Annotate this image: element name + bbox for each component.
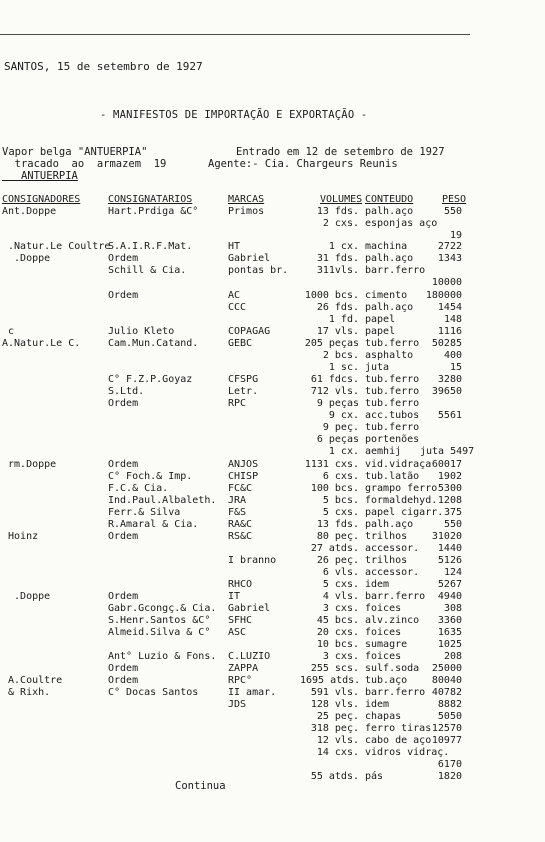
- row-volumes: 128 vls.: [310, 699, 359, 710]
- manifest-row: [0, 591, 545, 603]
- row-conteudo: foices: [365, 603, 402, 614]
- row-consignador: rm.Doppe: [2, 459, 57, 470]
- row-volumes: 2 bcs.: [322, 350, 359, 361]
- row-volumes: 25 peç.: [316, 711, 359, 722]
- manifest-row: [0, 290, 545, 302]
- row-conteudo: machina: [365, 241, 408, 252]
- manifest-row: [0, 735, 545, 747]
- manifest-row: [0, 218, 545, 230]
- row-peso: 10000: [431, 277, 462, 288]
- manifest-row: [0, 507, 545, 519]
- manifest-row: [0, 711, 545, 723]
- row-peso: 39650: [431, 386, 462, 397]
- row-peso: 375: [443, 507, 462, 518]
- row-peso: 19: [449, 230, 462, 241]
- row-marcas: RHCO: [228, 579, 253, 590]
- row-volumes: 4 vls.: [322, 591, 359, 602]
- manifest-row: [0, 459, 545, 471]
- row-peso: 60017: [431, 459, 462, 470]
- manifest-row: [0, 747, 545, 759]
- row-conteudo: grampo ferro: [365, 483, 438, 494]
- manifest-row: [0, 434, 545, 446]
- row-conteudo: palh.aço: [365, 206, 414, 217]
- row-volumes: 318 peç.: [310, 723, 359, 734]
- row-volumes: 591 vls.: [310, 687, 359, 698]
- row-peso: 5126: [437, 555, 462, 566]
- row-volumes: 5 cxs.: [322, 507, 359, 518]
- row-volumes: 6 vls.: [322, 567, 359, 578]
- row-conteudo: cabo de aço: [365, 735, 432, 746]
- row-volumes: 255 scs.: [310, 663, 359, 674]
- row-conteudo: accessor.: [365, 567, 420, 578]
- row-peso: 1440: [437, 543, 462, 554]
- row-peso: 550: [443, 206, 462, 217]
- row-conteudo: papel: [365, 314, 396, 325]
- manifest-row: [0, 374, 545, 386]
- row-conteudo: asphalto: [365, 350, 414, 361]
- row-marcas: HT: [228, 241, 241, 252]
- row-peso: juta 5497: [420, 446, 475, 457]
- row-conteudo: tub.ferro: [365, 386, 420, 397]
- row-peso: 208: [443, 651, 462, 662]
- row-marcas: ASC: [228, 627, 247, 638]
- row-volumes: 45 bcs.: [316, 615, 359, 626]
- row-marcas: GEBC: [228, 338, 253, 349]
- row-consignador: .Natur.Le Coultre: [2, 241, 111, 252]
- row-marcas: CHISP: [228, 471, 259, 482]
- row-peso: 25000: [431, 663, 462, 674]
- row-peso: 5050: [437, 711, 462, 722]
- col-consignatarios: CONSIGNATARIOS: [108, 194, 193, 205]
- row-consignatario: Ordem: [108, 531, 139, 542]
- manifest-row: [0, 663, 545, 675]
- row-consignatario: C° F.Z.P.Goyaz: [108, 374, 193, 385]
- row-peso: 6170: [437, 759, 462, 770]
- row-volumes: 31 fds.: [316, 253, 359, 264]
- row-peso: 10977: [431, 735, 462, 746]
- row-volumes: 2 cxs.: [322, 218, 359, 229]
- row-marcas: SFHC: [228, 615, 253, 626]
- row-consignatario: Ordem: [108, 253, 139, 264]
- row-consignador: .Doppe: [2, 253, 51, 264]
- row-conteudo: aemhij: [365, 446, 402, 457]
- row-conteudo: palh.aço: [365, 253, 414, 264]
- manifest-row: [0, 519, 545, 531]
- row-conteudo: acc.tubos: [365, 410, 420, 421]
- manifest-row: [0, 759, 545, 771]
- manifest-row: [0, 687, 545, 699]
- col-volumes: VOLUMES: [320, 194, 363, 205]
- row-consignatario: Ferr.& Silva: [108, 507, 181, 518]
- row-conteudo: foices: [365, 651, 402, 662]
- manifest-row: [0, 579, 545, 591]
- row-peso: 1454: [437, 302, 462, 313]
- manifest-row: [0, 699, 545, 711]
- row-consignatario: Ordem: [108, 591, 139, 602]
- manifest-row: [0, 627, 545, 639]
- manifest-row: [0, 531, 545, 543]
- row-consignatario: Julio Kleto: [108, 326, 175, 337]
- manifest-row: [0, 362, 545, 374]
- row-volumes: 13 fds.: [316, 519, 359, 530]
- row-volumes: 1131 cxs.: [304, 459, 359, 470]
- manifest-row: [0, 483, 545, 495]
- row-marcas: COPAGAG: [228, 326, 271, 337]
- col-marcas: MARCAS: [228, 194, 265, 205]
- row-peso: 50285: [431, 338, 462, 349]
- row-volumes: 5 bcs.: [322, 495, 359, 506]
- row-consignador: A.Coultre: [2, 675, 63, 686]
- row-volumes: 9 peç.: [322, 422, 359, 433]
- row-volumes: 20 cxs.: [316, 627, 359, 638]
- row-peso: 5300: [437, 483, 462, 494]
- row-peso: 1208: [437, 495, 462, 506]
- row-peso: 15: [449, 362, 462, 373]
- row-consignatario: C° Docas Santos: [108, 687, 199, 698]
- warehouse-line: tracado ao armazem 19: [2, 158, 167, 170]
- col-conteudo: CONTEUDO: [365, 194, 414, 205]
- row-conteudo: foices: [365, 627, 402, 638]
- row-volumes: 26 fds.: [316, 302, 359, 313]
- row-peso: 2722: [437, 241, 462, 252]
- manifest-row: [0, 615, 545, 627]
- row-marcas: C.LUZIO: [228, 651, 271, 662]
- row-peso: 3360: [437, 615, 462, 626]
- row-peso: 148: [443, 314, 462, 325]
- row-volumes: 100 bcs.: [310, 483, 359, 494]
- row-volumes: 13 fds.: [316, 206, 359, 217]
- row-marcas: Gabriel: [228, 603, 271, 614]
- col-peso: PESO: [442, 194, 467, 205]
- row-marcas: RPC: [228, 398, 247, 409]
- row-marcas: RS&C: [228, 531, 253, 542]
- row-consignatario: Ordem: [108, 459, 139, 470]
- row-conteudo: palh.aço: [365, 302, 414, 313]
- row-marcas: RPC°: [228, 675, 253, 686]
- row-marcas: ZAPPA: [228, 663, 259, 674]
- row-peso: 40782: [431, 687, 462, 698]
- row-peso: 1902: [437, 471, 462, 482]
- row-conteudo: alv.zinco: [365, 615, 420, 626]
- row-conteudo: vid.vidraça: [365, 459, 432, 470]
- column-headers: [0, 194, 545, 206]
- entry-line: Entrado em 12 de setembro de 1927: [236, 146, 445, 158]
- row-consignatario: S.Ltd.: [108, 386, 145, 397]
- row-marcas: F&S: [228, 507, 247, 518]
- row-volumes: 205 peças: [304, 338, 359, 349]
- manifest-row: [0, 543, 545, 555]
- row-conteudo: idem: [365, 699, 390, 710]
- row-conteudo: sulf.soda: [365, 663, 420, 674]
- manifest-row: [0, 386, 545, 398]
- manifest-row: [0, 422, 545, 434]
- row-consignatario: C° Foch.& Imp.: [108, 471, 193, 482]
- manifest-row: [0, 206, 545, 218]
- row-conteudo: sumagre: [365, 639, 408, 650]
- row-conteudo: chapas: [365, 711, 402, 722]
- row-volumes: 1695 atds.: [300, 675, 361, 686]
- row-volumes: 3 cxs.: [322, 603, 359, 614]
- manifest-row: [0, 265, 545, 277]
- row-consignatario: Ordem: [108, 675, 139, 686]
- row-volumes: 1000 bcs.: [304, 290, 359, 301]
- row-marcas: II amar.: [228, 687, 277, 698]
- manifest-row: [0, 639, 545, 651]
- row-marcas: ANJOS: [228, 459, 259, 470]
- row-conteudo: tub.aço: [365, 675, 408, 686]
- row-consignatario: S.Henr.Santos &C°: [108, 615, 211, 626]
- row-marcas: JRA: [228, 495, 247, 506]
- row-peso: 1116: [437, 326, 462, 337]
- row-marcas: Gabriel: [228, 253, 271, 264]
- origin-line: ANTUERPIA: [2, 170, 78, 182]
- row-conteudo: barr.ferro: [365, 265, 426, 276]
- manifest-row: [0, 675, 545, 687]
- row-consignatario: F.C.& Cia.: [108, 483, 169, 494]
- row-peso: 80040: [431, 675, 462, 686]
- manifest-row: [0, 398, 545, 410]
- row-consignatario: Ordem: [108, 663, 139, 674]
- row-consignatario: Hart.Prdiga &C°: [108, 206, 199, 217]
- row-consignador: & Rixh.: [2, 687, 51, 698]
- row-conteudo: papel cigarr.: [365, 507, 444, 518]
- row-marcas: Primos: [228, 206, 265, 217]
- manifest-row: [0, 495, 545, 507]
- manifest-row: [0, 314, 545, 326]
- row-peso: 124: [443, 567, 462, 578]
- row-conteudo: pás: [365, 771, 384, 782]
- row-conteudo: cimento: [365, 290, 408, 301]
- row-volumes: 55 atds.: [310, 771, 359, 782]
- row-consignatario: S.A.I.R.F.Mat.: [108, 241, 193, 252]
- agent-line: Agente:- Cia. Chargeurs Reunis: [208, 158, 398, 170]
- row-volumes: 17 vls.: [316, 326, 359, 337]
- row-peso: 3280: [437, 374, 462, 385]
- row-consignador: c: [2, 326, 15, 337]
- row-volumes: 1 fd.: [328, 314, 359, 325]
- row-conteudo: tub.ferro: [365, 338, 420, 349]
- row-conteudo: tub.ferro: [365, 398, 420, 409]
- row-volumes: 9 peças: [316, 398, 359, 409]
- row-volumes: 80 peç.: [316, 531, 359, 542]
- row-conteudo: ferro tiras: [365, 723, 432, 734]
- row-conteudo: idem: [365, 579, 390, 590]
- row-consignador: A.Natur.Le C.: [2, 338, 81, 349]
- row-marcas: I branno: [228, 555, 277, 566]
- row-marcas: CFSPG: [228, 374, 259, 385]
- row-peso: 31020: [431, 531, 462, 542]
- row-conteudo: vidros vidraç.: [365, 747, 450, 758]
- row-consignatario: Gabr.Gcongç.& Cia.: [108, 603, 217, 614]
- row-conteudo: trilhos: [365, 531, 408, 542]
- row-peso: 8882: [437, 699, 462, 710]
- row-volumes: 12 vls.: [316, 735, 359, 746]
- manifest-row: [0, 771, 545, 783]
- row-marcas: CCC: [228, 302, 247, 313]
- top-rule: [0, 34, 470, 35]
- row-volumes: 1 cx.: [328, 241, 359, 252]
- ship-line: Vapor belga "ANTUERPIA": [2, 146, 148, 158]
- manifest-row: [0, 471, 545, 483]
- row-conteudo: juta: [365, 362, 390, 373]
- row-conteudo: papel: [365, 326, 396, 337]
- row-peso: 180000: [425, 290, 462, 301]
- row-volumes: 712 vls.: [310, 386, 359, 397]
- row-conteudo: trilhos: [365, 555, 408, 566]
- row-consignatario: Ant° Luzio & Fons.: [108, 651, 217, 662]
- row-conteudo: barr.ferro: [365, 591, 426, 602]
- row-marcas: IT: [228, 591, 241, 602]
- row-volumes: 6 peças: [316, 434, 359, 445]
- row-peso: 5561: [437, 410, 462, 421]
- row-consignatario: Almeid.Silva & C°: [108, 627, 211, 638]
- row-consignatario: Ordem: [108, 398, 139, 409]
- row-consignador: Ant.Doppe: [2, 206, 57, 217]
- row-conteudo: tub.latão: [365, 471, 420, 482]
- row-volumes: 26 peç.: [316, 555, 359, 566]
- row-conteudo: palh.aço: [365, 519, 414, 530]
- row-conteudo: barr.ferro: [365, 687, 426, 698]
- row-consignatario: R.Amaral & Cia.: [108, 519, 199, 530]
- row-conteudo: portenões: [365, 434, 420, 445]
- row-consignatario: Ind.Paul.Albaleth.: [108, 495, 217, 506]
- row-marcas: Letr.: [228, 386, 259, 397]
- row-volumes: 5 cxs.: [322, 579, 359, 590]
- row-conteudo: accessor.: [365, 543, 420, 554]
- row-conteudo: esponjas aço: [365, 218, 438, 229]
- manifest-row: [0, 410, 545, 422]
- row-conteudo: tub.ferro: [365, 374, 420, 385]
- row-peso: 5267: [437, 579, 462, 590]
- row-peso: 308: [443, 603, 462, 614]
- row-consignatario: Cam.Mun.Catand.: [108, 338, 199, 349]
- document-title: - MANIFESTOS DE IMPORTAÇÃO E EXPORTAÇÃO -: [100, 109, 368, 121]
- row-peso: 4940: [437, 591, 462, 602]
- manifest-row: [0, 350, 545, 362]
- row-volumes: 14 cxs.: [316, 747, 359, 758]
- row-conteudo: formaldehyd.: [365, 495, 438, 506]
- row-peso: 400: [443, 350, 462, 361]
- row-peso: 1635: [437, 627, 462, 638]
- manifest-row: [0, 603, 545, 615]
- manifest-row: [0, 555, 545, 567]
- row-consignatario: Schill & Cia.: [108, 265, 187, 276]
- row-volumes: 10 bcs.: [316, 639, 359, 650]
- row-volumes: 61 fdcs.: [310, 374, 359, 385]
- continua-label: Continua: [175, 780, 226, 792]
- row-consignatario: Ordem: [108, 290, 139, 301]
- row-peso: 12570: [431, 723, 462, 734]
- col-consignadores: CONSIGNADORES: [2, 194, 81, 205]
- manifest-row: [0, 338, 545, 350]
- manifest-row: [0, 446, 545, 458]
- manifest-row: [0, 651, 545, 663]
- row-marcas: JDS: [228, 699, 247, 710]
- row-peso: 1025: [437, 639, 462, 650]
- row-marcas: FC&C: [228, 483, 253, 494]
- manifest-row: [0, 277, 545, 289]
- row-peso: 550: [443, 519, 462, 530]
- manifest-row: [0, 253, 545, 265]
- row-marcas: AC: [228, 290, 241, 301]
- manifest-row: [0, 567, 545, 579]
- row-volumes: 1 cx.: [328, 446, 359, 457]
- manifest-row: [0, 326, 545, 338]
- row-conteudo: tub.ferro: [365, 422, 420, 433]
- row-volumes: 9 cx.: [328, 410, 359, 421]
- document-date: SANTOS, 15 de setembro de 1927: [4, 60, 203, 73]
- manifest-row: [0, 302, 545, 314]
- row-volumes: 3 cxs.: [322, 651, 359, 662]
- row-volumes: 27 atds.: [310, 543, 359, 554]
- row-volumes: 6 cxs.: [322, 471, 359, 482]
- row-peso: 1820: [437, 771, 462, 782]
- row-consignador: .Doppe: [2, 591, 51, 602]
- row-volumes: 1 sc.: [328, 362, 359, 373]
- manifest-row: [0, 723, 545, 735]
- row-volumes: 311vls.: [316, 265, 359, 276]
- row-peso: 1343: [437, 253, 462, 264]
- row-marcas: RA&C: [228, 519, 253, 530]
- row-marcas: pontas br.: [228, 265, 289, 276]
- row-consignador: Hoinz: [2, 531, 39, 542]
- manifest-row: [0, 241, 545, 253]
